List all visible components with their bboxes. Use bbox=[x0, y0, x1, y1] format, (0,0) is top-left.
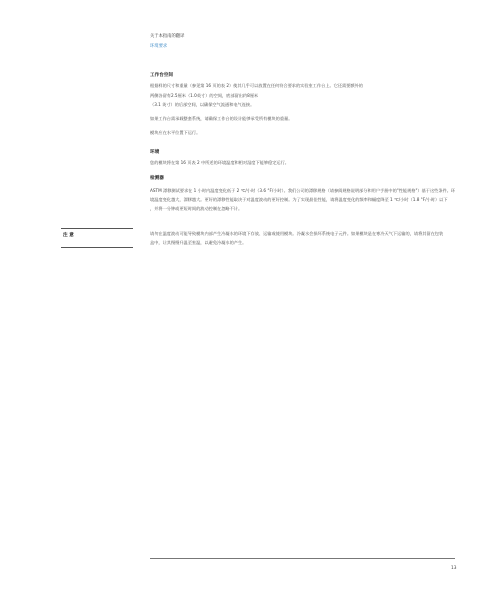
workspace-level-paragraph: 模块应在水平位置下运行。 bbox=[150, 130, 201, 135]
workspace-paragraph-line-3: （3.1 英寸）的后部空间，以确保空气流通和电气连接。 bbox=[150, 102, 255, 107]
detector-paragraph-line-3: ，并将一分钟或更短时间的波动控制在忽略不计。 bbox=[150, 206, 243, 211]
detector-heading: 检测器 bbox=[150, 176, 164, 181]
note-label: 注 意 bbox=[63, 233, 74, 238]
detector-paragraph-line-2: 境温度变化越大，漂移越大。更好的漂移性能取决于对温度波动的更好控制。为了实现最佳性能，请将温度变化的频率和幅度降至 1 ℃/小时（1.8 °F/小时）以下 bbox=[150, 197, 448, 202]
running-header: 关于本指南的翻译 bbox=[150, 34, 185, 39]
section-title: 环境要求 bbox=[150, 44, 168, 49]
note-text-line-2: 盒中，让其慢慢升温至室温，以避免冷凝水的产生。 bbox=[150, 240, 247, 245]
note-text-line-1: 请勿在温度波动可能导致模块内部产生冷凝水的环境下存放、运输或使用模块。冷凝水会损坏系统电子元件。如果模块是在寒冷天气下运输的，请将其留在包装 bbox=[150, 231, 444, 236]
environment-paragraph: 您的模块将在第 16 页表 2 中所述的环境温度和相对湿度下能够稳定运行。 bbox=[150, 160, 289, 165]
note-top-rule bbox=[61, 228, 133, 229]
note-bottom-rule bbox=[61, 247, 133, 248]
workspace-paragraph-line-1: 根据样的尺寸和重量（参见第 16 页的表 2）使其几乎可以放置在任何符合要求的实验室工作台上。它还需要额外的 bbox=[150, 83, 363, 88]
environment-heading: 环境 bbox=[150, 150, 160, 155]
footer-rule bbox=[150, 558, 455, 559]
workspace-load-paragraph: 如果工作台需承载整套系统，请确保工作台的设计能够承受所有模块的重量。 bbox=[150, 116, 293, 121]
workspace-paragraph-line-2: 两侧各留有2.5厘米（1.0英寸）的空间，底部留出约8厘米 bbox=[150, 93, 259, 98]
workspace-heading: 工作台空间 bbox=[150, 73, 173, 78]
page-number: 13 bbox=[451, 566, 457, 571]
detector-paragraph-line-1: ASTM 漂移测试要求在 1 小时内温度变化低于 2 ℃/小时（3.6 °F/小时）。我们公司的漂移规格（请参阅规格说明部分和用户手册中的"性能规格"）基于这些条件。环 bbox=[150, 188, 456, 193]
